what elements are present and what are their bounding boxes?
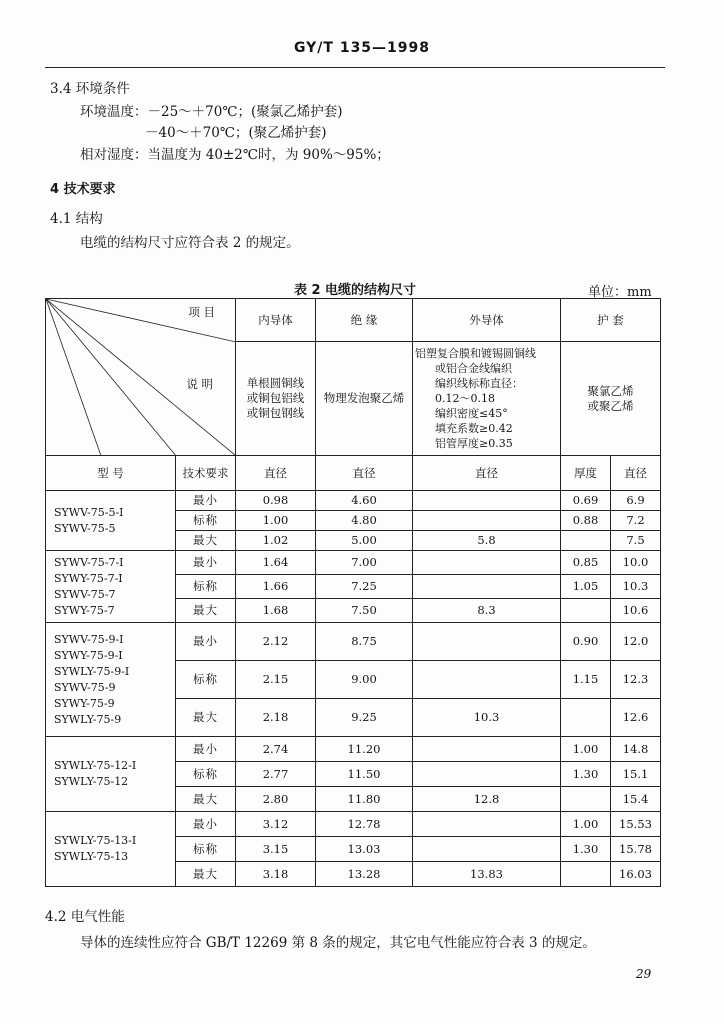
- description-line: 或铝合金线编织: [435, 362, 512, 375]
- sheath-diameter-cell: 10.6: [611, 599, 661, 623]
- outer-diameter-cell: [413, 762, 561, 787]
- description-line: 或铜包钢线: [246, 406, 305, 420]
- item-label: 项 目: [188, 305, 215, 319]
- sheath-diameter-cell: 7.2: [611, 511, 661, 531]
- requirement-cell: 最大: [176, 531, 236, 551]
- outer-diameter-cell: [413, 575, 561, 599]
- model-name: SYWY-75-9-Ⅰ: [54, 648, 123, 662]
- requirement-cell: 标称: [176, 762, 236, 787]
- insulation-diameter-cell: 13.28: [316, 862, 413, 887]
- requirement-cell: 最大: [176, 699, 236, 737]
- sheath-diameter-cell: 14.8: [611, 737, 661, 762]
- outer-diameter-cell: 10.3: [413, 699, 561, 737]
- requirement-cell: 最大: [176, 862, 236, 887]
- sheath-diameter-cell: 15.4: [611, 787, 661, 812]
- inner-diameter-cell: 2.15: [236, 661, 316, 699]
- table-unit: 单位：mm: [588, 285, 652, 300]
- inner-diameter-cell: 2.74: [236, 737, 316, 762]
- inner-diameter-cell: 1.68: [236, 599, 316, 623]
- temperature-line-2: －40～＋70℃；(聚乙烯护套): [145, 125, 327, 141]
- sheath-thickness-cell: [561, 862, 611, 887]
- requirement-cell: 最小: [176, 737, 236, 762]
- table-row: [46, 623, 661, 661]
- outer-diameter-cell: [413, 623, 561, 661]
- model-name: SYWLY-75-9: [54, 712, 122, 726]
- sheath-thickness-cell: [561, 787, 611, 812]
- insulation-diameter-cell: 4.80: [316, 511, 413, 531]
- section-3-4-heading: 3.4 环境条件: [50, 81, 130, 97]
- requirement-cell: 标称: [176, 575, 236, 599]
- sheath-diameter-cell: 15.53: [611, 812, 661, 837]
- inner-diameter-cell: 2.80: [236, 787, 316, 812]
- model-name: SYWV-75-9: [54, 680, 116, 694]
- table-row: [46, 812, 661, 837]
- standard-code-header: GY/T 135—1998: [293, 40, 431, 56]
- sheath-diameter-column-header: 直径: [611, 456, 661, 491]
- outer-conductor-header: 外导体: [413, 299, 561, 342]
- inner-conductor-header: 内导体: [236, 299, 316, 342]
- insulation-diameter-cell: 7.00: [316, 551, 413, 575]
- model-name: SYWY-75-7: [54, 603, 115, 617]
- sheath-diameter-cell: 16.03: [611, 862, 661, 887]
- header-rule: [45, 67, 665, 68]
- inner-conductor-description: [236, 342, 316, 456]
- model-column-header: 型 号: [46, 456, 176, 491]
- insulation-header: 绝 缘: [316, 299, 413, 342]
- sheath-diameter-cell: 15.78: [611, 837, 661, 862]
- sheath-thickness-cell: 0.90: [561, 623, 611, 661]
- sheath-diameter-cell: 10.0: [611, 551, 661, 575]
- inner-diameter-cell: 1.66: [236, 575, 316, 599]
- cable-structure-table: [45, 298, 661, 887]
- description-line: 聚氯乙烯: [587, 383, 634, 398]
- humidity-line: 相对湿度：当温度为 40±2℃时，为 90%～95%；: [80, 147, 390, 163]
- requirement-cell: 最小: [176, 491, 236, 511]
- insulation-diameter-cell: 7.50: [316, 599, 413, 623]
- insulation-diameter-cell: 4.60: [316, 491, 413, 511]
- sheath-thickness-cell: 1.00: [561, 737, 611, 762]
- model-name: SYWLY-75-12-Ⅰ: [54, 759, 137, 772]
- outer-diameter-cell: [413, 491, 561, 511]
- insulation-diameter-cell: 7.25: [316, 575, 413, 599]
- sheath-thickness-cell: 0.88: [561, 511, 611, 531]
- model-cell: [46, 491, 176, 551]
- outer-diameter-cell: [413, 551, 561, 575]
- description-line: 铝塑复合膜和镀锡圆铜线: [415, 347, 536, 360]
- sheath-thickness-column-header: 厚度: [561, 456, 611, 491]
- description-line: 编织密度≤45°: [435, 407, 508, 420]
- sheath-thickness-cell: 1.15: [561, 661, 611, 699]
- insulation-diameter-cell: 8.75: [316, 623, 413, 661]
- model-name: SYWY-75-7-Ⅰ: [54, 571, 123, 585]
- model-cell: [46, 551, 176, 623]
- inner-diameter-cell: 0.98: [236, 491, 316, 511]
- sheath-description: [561, 342, 661, 456]
- insulation-diameter-cell: 11.50: [316, 762, 413, 787]
- model-name: SYWV-75-7-Ⅰ: [54, 555, 124, 569]
- outer-diameter-cell: [413, 837, 561, 862]
- sheath-thickness-cell: 0.69: [561, 491, 611, 511]
- model-name: SYWLY-75-13-Ⅰ: [54, 834, 137, 847]
- description-line: 编织线标称直径：: [435, 377, 523, 390]
- insulation-diameter-cell: 13.03: [316, 837, 413, 862]
- description-label: 说 明: [186, 377, 213, 391]
- section-4-2-heading: 4.2 电气性能: [45, 909, 125, 925]
- inner-diameter-cell: 2.77: [236, 762, 316, 787]
- inner-diameter-column-header: 直径: [236, 456, 316, 491]
- outer-diameter-cell: 5.8: [413, 531, 561, 551]
- description-line: 或铜包铝线: [246, 391, 305, 405]
- insulation-description: 物理发泡聚乙烯: [316, 342, 413, 456]
- model-name: SYWV-75-9-Ⅰ: [54, 632, 124, 646]
- insulation-diameter-cell: 5.00: [316, 531, 413, 551]
- sheath-header: 护 套: [561, 299, 661, 342]
- outer-diameter-cell: [413, 812, 561, 837]
- insulation-diameter-cell: 11.20: [316, 737, 413, 762]
- header-row-items: [46, 299, 661, 342]
- inner-diameter-cell: 1.00: [236, 511, 316, 531]
- page-number: 29: [636, 967, 652, 981]
- requirement-cell: 标称: [176, 661, 236, 699]
- section-4-heading: 4 技术要求: [50, 182, 116, 197]
- requirement-cell: 最小: [176, 551, 236, 575]
- description-line: 铝管厚度≥0.35: [435, 437, 513, 450]
- model-cell: [46, 623, 176, 737]
- model-cell: [46, 737, 176, 812]
- table-row: [46, 491, 661, 511]
- table-row: [46, 551, 661, 575]
- sheath-thickness-cell: 0.85: [561, 551, 611, 575]
- requirement-column-header: 技术要求: [176, 456, 236, 491]
- diagonal-header-cell: [46, 299, 236, 456]
- sheath-diameter-cell: 7.5: [611, 531, 661, 551]
- outer-diameter-cell: [413, 661, 561, 699]
- outer-diameter-cell: [413, 511, 561, 531]
- outer-conductor-description: [413, 342, 561, 456]
- outer-diameter-cell: 12.8: [413, 787, 561, 812]
- sheath-diameter-cell: 12.6: [611, 699, 661, 737]
- requirement-cell: 最小: [176, 812, 236, 837]
- section-4-1-text: 电缆的结构尺寸应符合表 2 的规定。: [80, 235, 300, 251]
- header-row-columns: [46, 456, 661, 491]
- requirement-cell: 最大: [176, 599, 236, 623]
- inner-diameter-cell: 3.18: [236, 862, 316, 887]
- sheath-diameter-cell: 12.0: [611, 623, 661, 661]
- inner-diameter-cell: 2.12: [236, 623, 316, 661]
- model-name: SYWLY-75-12: [54, 775, 129, 788]
- sheath-thickness-cell: 1.30: [561, 762, 611, 787]
- model-name: SYWY-75-9: [54, 696, 115, 710]
- requirement-cell: 标称: [176, 511, 236, 531]
- model-name: SYWV-75-5: [54, 521, 116, 535]
- outer-diameter-column-header: 直径: [413, 456, 561, 491]
- inner-diameter-cell: 3.15: [236, 837, 316, 862]
- temperature-line-1: 环境温度：－25～＋70℃；(聚氯乙烯护套): [80, 104, 343, 120]
- model-name: SYWLY-75-13: [54, 850, 129, 863]
- insulation-diameter-cell: 11.80: [316, 787, 413, 812]
- model-name: SYWLY-75-9-Ⅰ: [54, 664, 130, 678]
- insulation-diameter-column-header: 直径: [316, 456, 413, 491]
- model-cell: [46, 812, 176, 887]
- requirement-cell: 最大: [176, 787, 236, 812]
- sheath-thickness-cell: 1.30: [561, 837, 611, 862]
- section-4-2-text: 导体的连续性应符合 GB/T 12269 第 8 条的规定，其它电气性能应符合表 3 的规定。: [80, 935, 596, 951]
- sheath-thickness-cell: 1.00: [561, 812, 611, 837]
- inner-diameter-cell: 1.02: [236, 531, 316, 551]
- insulation-diameter-cell: 12.78: [316, 812, 413, 837]
- sheath-diameter-cell: 12.3: [611, 661, 661, 699]
- model-name: SYWV-75-7: [54, 587, 116, 601]
- description-line: 或聚乙烯: [587, 398, 634, 413]
- insulation-diameter-cell: 9.25: [316, 699, 413, 737]
- inner-diameter-cell: 3.12: [236, 812, 316, 837]
- sheath-thickness-cell: 1.05: [561, 575, 611, 599]
- outer-diameter-cell: 13.83: [413, 862, 561, 887]
- model-name: SYWV-75-5-Ⅰ: [54, 505, 124, 519]
- sheath-thickness-cell: [561, 599, 611, 623]
- table-body: [46, 491, 661, 887]
- table-caption: 表 2 电缆的结构尺寸: [293, 283, 417, 298]
- inner-diameter-cell: 2.18: [236, 699, 316, 737]
- section-4-1-heading: 4.1 结构: [50, 211, 103, 227]
- inner-diameter-cell: 1.64: [236, 551, 316, 575]
- sheath-diameter-cell: 15.1: [611, 762, 661, 787]
- sheath-thickness-cell: [561, 699, 611, 737]
- insulation-diameter-cell: 9.00: [316, 661, 413, 699]
- requirement-cell: 最小: [176, 623, 236, 661]
- description-line: 单根圆铜线: [246, 376, 305, 390]
- description-line: 填充系数≥0.42: [435, 422, 513, 435]
- table-row: [46, 737, 661, 762]
- sheath-diameter-cell: 10.3: [611, 575, 661, 599]
- sheath-diameter-cell: 6.9: [611, 491, 661, 511]
- requirement-cell: 标称: [176, 837, 236, 862]
- sheath-thickness-cell: [561, 531, 611, 551]
- description-line: 0.12～0.18: [435, 392, 495, 405]
- outer-diameter-cell: 8.3: [413, 599, 561, 623]
- outer-diameter-cell: [413, 737, 561, 762]
